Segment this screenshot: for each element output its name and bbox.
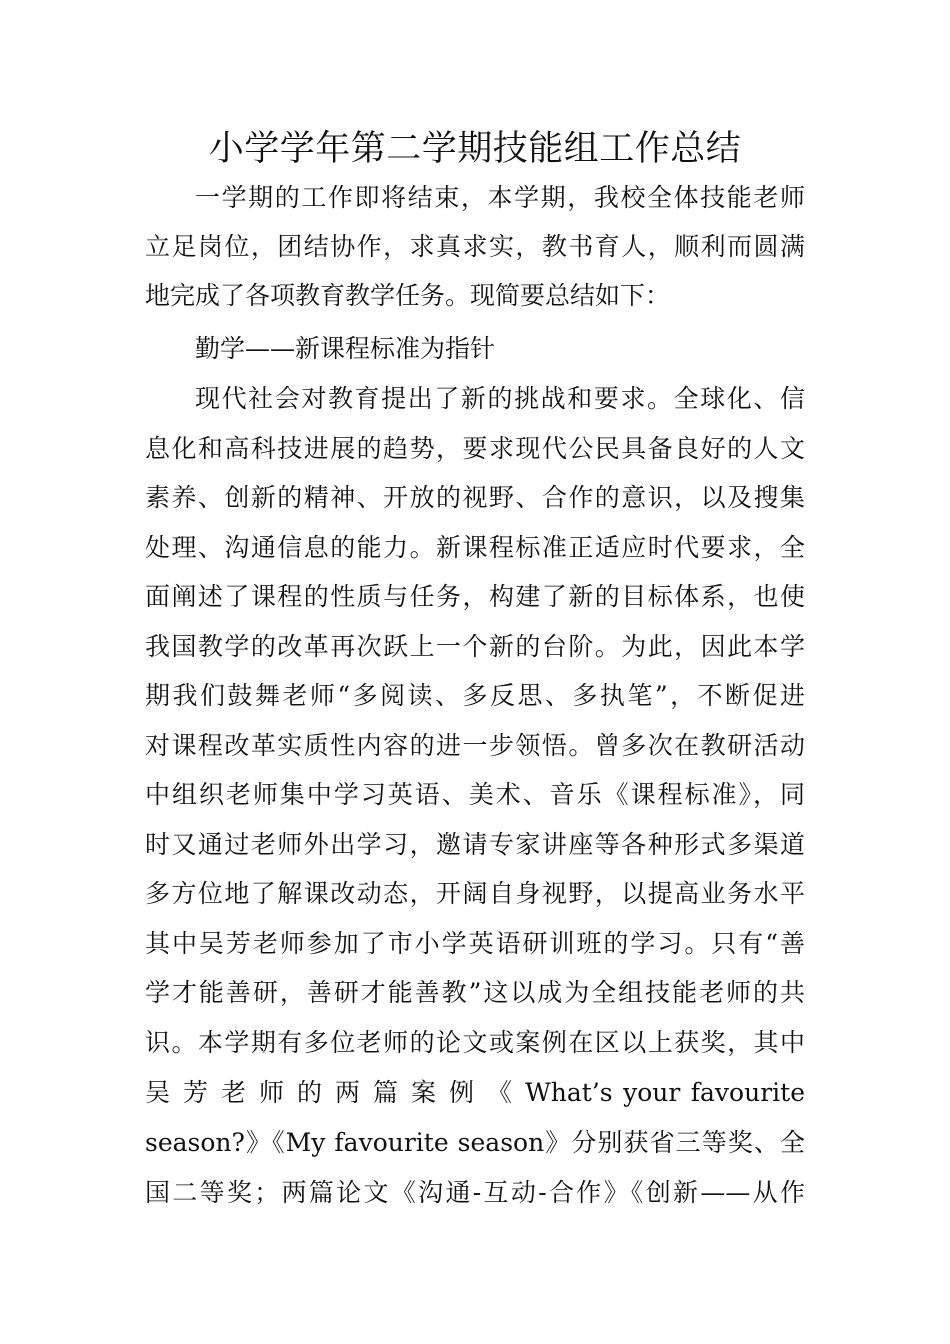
document-title: 小学学年第二学期技能组工作总结 <box>208 129 742 169</box>
text-line: 其中吴芳老师参加了市小学英语研训班的学习。只有“善 <box>145 929 805 958</box>
text-line: 现代社会对教育提出了新的挑战和要求。全球化、信 <box>195 384 805 413</box>
text-line: 中组织老师集中学习英语、美术、音乐《课程标准》，同 <box>145 780 805 809</box>
text-line: 多方位地了解课改动态，开阔自身视野，以提高业务水平 <box>145 879 805 908</box>
text-line: 时又通过老师外出学习，邀请专家讲座等各种形式多渠道 <box>145 830 805 859</box>
text-line: 处理、沟通信息的能力。新课程标准正适应时代要求，全 <box>145 533 805 562</box>
section-heading: 勤学——新课程标准为指针 <box>195 334 496 363</box>
text-line: 面阐述了课程的性质与任务，构建了新的目标体系，也使 <box>145 582 805 611</box>
text-line: 对课程改革实质性内容的进一步领悟。曾多次在教研活动 <box>145 731 805 760</box>
text-line: 立足岗位，团结协作，求真求实，教书育人，顺利而圆满 <box>145 232 805 261</box>
text-line: 国二等奖；两篇论文《沟通-互动-合作》《创新——从作 <box>145 1178 805 1207</box>
text-line: 息化和高科技进展的趋势，要求现代公民具备良好的人文 <box>145 434 805 463</box>
text-line: 学才能善研，善研才能善教”这以成为全组技能老师的共 <box>145 978 805 1007</box>
text-line: 素养、创新的精神、开放的视野、合作的意识，以及搜集 <box>145 483 805 512</box>
text-line: 我国教学的改革再次跃上一个新的台阶。为此，因此本学 <box>145 632 805 661</box>
text-line: 识。本学期有多位老师的论文或案例在区以上获奖，其中 <box>145 1028 805 1057</box>
text-line: 地完成了各项教育教学任务。现简要总结如下： <box>145 281 671 310</box>
text-line: season?》《My favourite season》分别获省三等奖、全 <box>145 1128 805 1157</box>
text-line: 期我们鼓舞老师“多阅读、多反思、多执笔”，不断促进 <box>145 681 805 710</box>
text-line: 一学期的工作即将结束，本学期，我校全体技能老师 <box>195 183 805 212</box>
text-line: 吴 芳 老 师 的 两 篇 案 例 《 What’s your favourite <box>145 1078 805 1107</box>
